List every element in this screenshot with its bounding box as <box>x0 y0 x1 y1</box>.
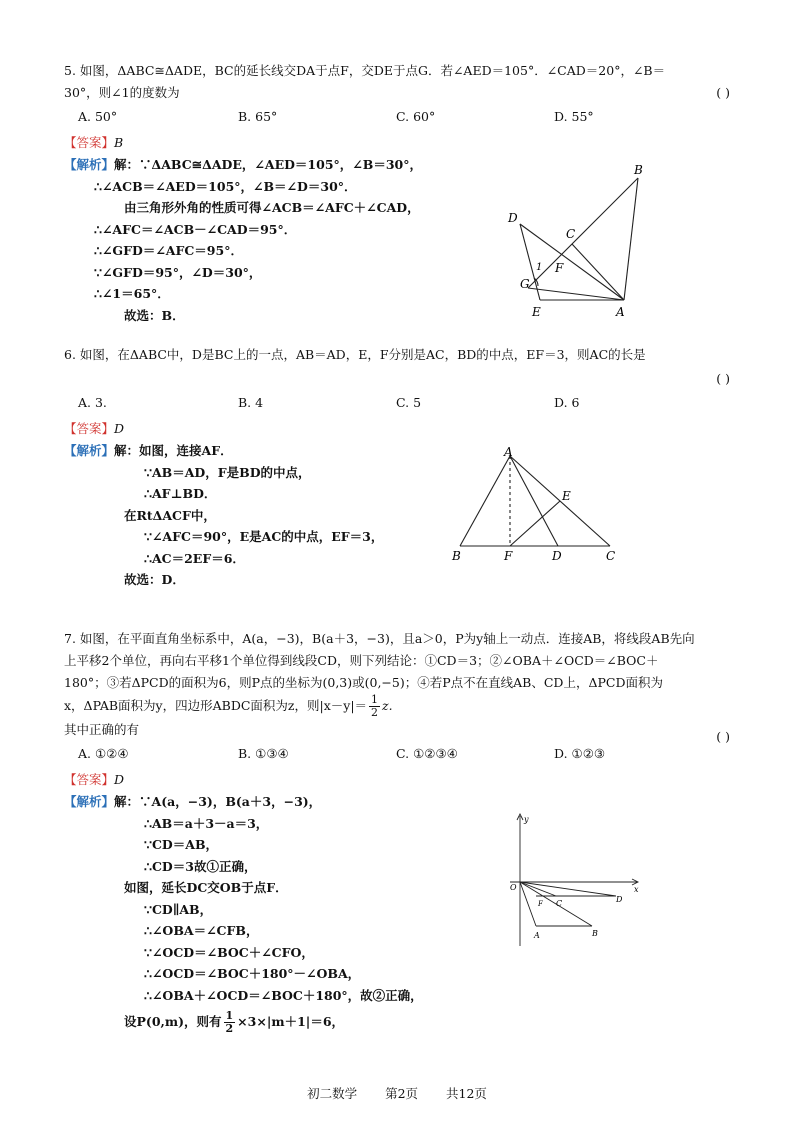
seg-GB <box>528 178 638 288</box>
q7-solution-line: ∵∠OCD＝∠BOC＋∠CFO， <box>144 944 314 960</box>
label-A: A <box>534 931 540 940</box>
q7-solution-line: ∴CD＝3故①正确， <box>144 858 257 874</box>
label-x: x <box>634 885 639 894</box>
q6-answer-tag: 【答案】 <box>64 421 115 436</box>
q6-solution-tag: 【解析】 <box>64 443 115 458</box>
q7-solution-line: ∴AB＝a＋3－a＝3， <box>144 815 269 831</box>
label-B: B <box>452 549 461 563</box>
q7-solution-line: ∵CD＝AB， <box>144 837 219 852</box>
q7-option-c: C. ①②③④ <box>396 746 458 761</box>
q7-solution-fraction <box>224 1010 236 1035</box>
page-footer <box>0 1084 794 1102</box>
label-y: y <box>524 815 529 824</box>
q5-stem-line2: 30°，则∠1的度数为 <box>64 85 180 100</box>
frac-numerator: 1 <box>225 1009 234 1022</box>
q7-figure <box>504 810 648 950</box>
q5-stem-line1: 5. 如图，ΔABC≅ΔADE，BC的延长线交DA于点F，交DE于点G．若∠AED＝105°．∠CAD＝20°，∠B＝ <box>64 63 666 78</box>
q5-answer <box>64 132 744 154</box>
label-1: 1 <box>536 262 543 273</box>
frac-numerator: 1 <box>371 693 379 706</box>
seg-OA <box>520 882 536 926</box>
q7-stem-line3: 180°；③若ΔPCD的面积为6，则P点的坐标为(0,3)或(0,−5)；④若P点不在直线AB、CD上，ΔPCD面积为 <box>64 675 663 690</box>
q7-answer-value: D <box>114 772 125 787</box>
q7-stem-line4a: x，ΔPAB面积为y，四边形ABDC面积为z，则|x－y|＝ <box>64 698 368 713</box>
q7-stem-line5: 其中正确的有 <box>64 722 140 737</box>
q6-figure <box>446 444 626 564</box>
q5-solution-line: 由三角形外角的性质可得∠ACB＝∠AFC＋∠CAD， <box>124 200 420 215</box>
q7-stem-line4 <box>64 694 744 719</box>
q6-answer-paren: ( ) <box>716 371 730 386</box>
label-B: B <box>592 929 598 938</box>
label-E: E <box>562 489 571 503</box>
q6-option-a: A. 3. <box>78 395 107 410</box>
frac-denominator: 2 <box>225 1022 234 1035</box>
seg-CA <box>572 244 624 300</box>
q6-solution-line: ∵AB＝AD，F是BD的中点， <box>144 464 311 480</box>
q7-stem-line4b: z. <box>382 698 393 713</box>
q5-option-a: A. 50° <box>78 109 118 124</box>
q6-option-d: D. 6 <box>554 395 580 410</box>
q7-last-line-a: 设P(0,m)，则有 <box>124 1014 222 1029</box>
label-F: F <box>538 900 543 908</box>
label-F: F <box>555 261 564 275</box>
q6-answer-value: D <box>114 421 125 436</box>
q6-solution-line: ∴AF⊥BD． <box>144 486 217 501</box>
seg-FE <box>510 501 560 546</box>
q7-solution-line: ∴∠OCD＝∠BOC＋180°－∠OBA， <box>144 966 361 981</box>
label-E: E <box>532 305 541 319</box>
q6-option-c: C. 5 <box>396 395 422 410</box>
q7-answer-paren: ( ) <box>716 729 730 744</box>
label-C: C <box>556 899 563 908</box>
q6-options <box>64 392 744 414</box>
q6-solution-line: 故选：D． <box>124 572 185 587</box>
seg-OD <box>520 882 616 896</box>
q7-solution-last-line <box>64 1010 744 1035</box>
seg-AD <box>510 456 558 546</box>
label-D: D <box>508 211 518 225</box>
q5-figure <box>500 160 660 322</box>
q6-solution-line: 解：如图，连接AF． <box>114 443 233 458</box>
q7-solution-tag: 【解析】 <box>64 794 115 809</box>
question-6 <box>64 344 744 591</box>
q7-solution-line: ∴∠OBA＋∠OCD＝∠BOC＋180°，故②正确， <box>144 987 423 1003</box>
q5-solution-line: 解：∵ΔABC≅ΔADE，∠AED＝105°，∠B＝30°， <box>114 157 422 172</box>
q6-solution-line: ∴AC＝2EF＝6． <box>144 550 245 566</box>
q5-answer-tag: 【答案】 <box>64 135 115 150</box>
q6-option-b: B. 4 <box>238 395 264 410</box>
q6-solution-line: ∵∠AFC＝90°，E是AC的中点，EF＝3， <box>144 529 384 544</box>
q5-solution-line: ∴∠1＝65°． <box>94 286 170 301</box>
q7-answer-tag: 【答案】 <box>64 772 115 787</box>
label-C: C <box>606 549 616 563</box>
q5-solution-line: ∴∠GFD＝∠AFC＝95°． <box>94 243 243 258</box>
q5-option-b: B. 65° <box>238 109 278 124</box>
q7-option-d: D. ①②③ <box>554 746 606 761</box>
q5-option-d: D. 55° <box>554 109 594 124</box>
q5-solution-tag: 【解析】 <box>64 157 115 172</box>
q6-solution-line: 在RtΔACF中， <box>124 507 216 523</box>
footer-page-number: 第2页 <box>385 1086 419 1101</box>
q7-stem-fraction <box>369 694 380 719</box>
q5-answer-paren: ( ) <box>716 85 730 100</box>
q6-solution <box>64 440 744 591</box>
footer-subject: 初二数学 <box>307 1086 358 1101</box>
q5-options <box>64 106 744 128</box>
frac-denominator: 2 <box>371 706 379 719</box>
q6-answer <box>64 418 744 440</box>
q7-stem-line1: 7. 如图，在平面直角坐标系中，A(a，−3)，B(a＋3，−3)，且a＞0，P为y轴上一动点．连接AB，将线段AB先向 <box>64 631 695 646</box>
seg-OC <box>520 882 556 896</box>
q6-stem-line1: 6. 如图，在ΔABC中，D是BC上的一点，AB＝AD，E，F分别是AC，BD的中点，EF＝3，则AC的长是 <box>64 347 646 362</box>
q7-option-a: A. ①②④ <box>78 746 129 761</box>
q5-answer-value: B <box>114 135 124 150</box>
label-A: A <box>504 445 513 459</box>
label-D: D <box>616 895 623 904</box>
q5-option-c: C. 60° <box>396 109 436 124</box>
label-C: C <box>566 227 576 241</box>
footer-total-pages: 共12页 <box>446 1086 487 1101</box>
q7-options <box>64 743 744 765</box>
q5-solution-line: ∴∠ACB＝∠AED＝105°，∠B＝∠D＝30°． <box>94 178 357 194</box>
q7-solution-line: 解：∵A(a，−3)，B(a＋3，−3)， <box>114 794 322 809</box>
q5-solution-line: ∴∠AFC＝∠ACB－∠CAD＝95°． <box>94 221 297 237</box>
seg-AB <box>460 456 510 546</box>
q5-solution-line: 故选：B． <box>124 307 185 323</box>
label-F: F <box>504 549 513 563</box>
q7-solution-line: ∴∠OBA＝∠CFB， <box>144 923 259 938</box>
q7-solution-line: 如图，延长DC交OB于点F． <box>124 880 288 895</box>
q7-solution-line: ∵CD∥AB， <box>144 901 213 917</box>
label-A: A <box>616 305 625 319</box>
label-O: O <box>510 883 517 892</box>
q7-stem-line2: 上平移2个单位，再向右平移1个单位得到线段CD，则下列结论：①CD＝3；②∠OBA＋∠OCD＝∠BOC＋ <box>64 653 659 668</box>
q5-solution-line: ∵∠GFD＝95°，∠D＝30°， <box>94 264 262 280</box>
q7-answer <box>64 769 744 791</box>
seg-AB <box>624 178 638 300</box>
q7-last-line-b: ×3×|m＋1|＝6， <box>237 1014 345 1029</box>
label-G: G <box>520 277 530 291</box>
label-D: D <box>552 549 562 563</box>
q7-option-b: B. ①③④ <box>238 746 289 761</box>
label-B: B <box>634 163 643 177</box>
